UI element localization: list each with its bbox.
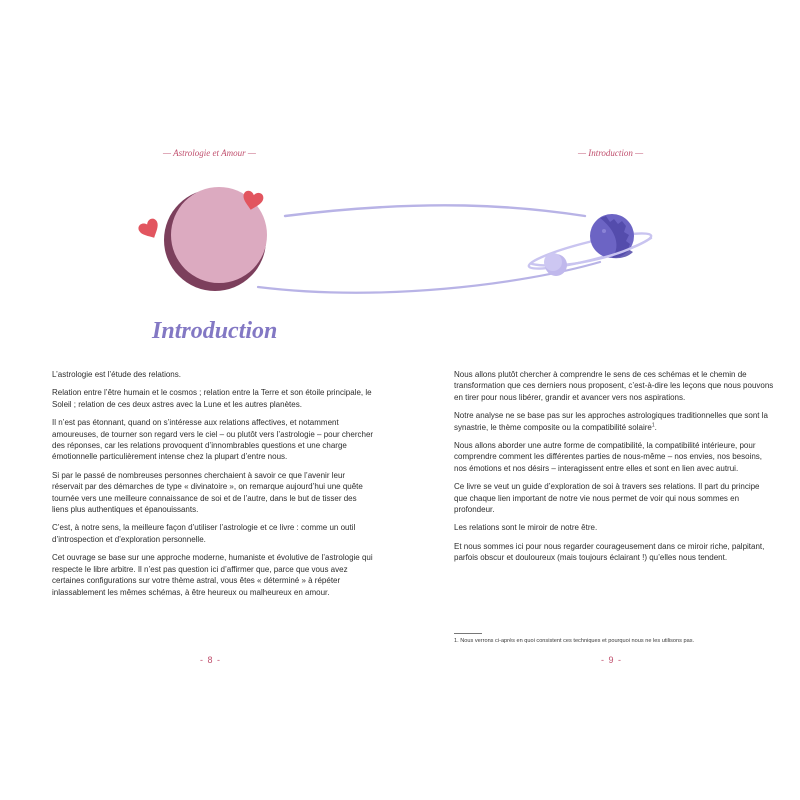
paragraph: Cet ouvrage se base sur une approche moderne, humaniste et évolutive de l’astrologie qui respecte le libre arbitre. Il n’est pas question ici d’affirmer que, parce que vous avez certaines configurations sur votre thème astral, vous êtes « déterminé » à répéter inlassablement les mêmes schémas, à être heureux ou malheureux en amour.: [52, 553, 373, 597]
running-head-right: — Introduction —: [578, 148, 644, 158]
footnote: 1. Nous verrons ci-après en quoi consistent ces techniques et pourquoi nous ne les utilisons pas.: [454, 638, 695, 644]
paragraph: Il n’est pas étonnant, quand on s’intéresse aux relations affectives, et notamment amoureuses, de tourner son regard vers le ciel – ou plutôt vers l’astrologie – pour chercher des réponses, car les relations provoquent d’innombrables questions et une charge émotionnelle particulièrement intense chez la plupart d’entre nous.: [52, 418, 374, 462]
footnote-divider: [454, 633, 482, 634]
paragraph: Relation entre l’être humain et le cosmos ; relation entre la Terre et son étoile principale, le Soleil ; relation de ces deux astres avec la Lune et les autres planètes.: [52, 388, 372, 409]
footnote-reference[interactable]: 1: [651, 421, 655, 428]
paragraph: C’est, à notre sens, la meilleure façon d’utiliser l’astrologie et ce livre : comme un outil d’introspection et d’exploration personnelle.: [52, 523, 356, 544]
paragraph: Si par le passé de nombreuses personnes cherchaient à savoir ce que l’avenir leur réservait par des démarches de type « divinatoire », on remarque aujourd’hui une quête tournée vers une meilleure connaissance de soi et de l’autre, dans le but de tisser des liens plus authentiques et épanouissants.: [52, 470, 363, 515]
orbit-arc-icon: [285, 205, 585, 216]
chapter-title: Introduction: [152, 318, 278, 344]
paragraph: L’astrologie est l’étude des relations.: [52, 370, 181, 379]
left-page-text: [52, 369, 374, 605]
page-number-left: - 8 -: [200, 655, 222, 665]
paragraph: Nous allons aborder une autre forme de compatibilité, la compatibilité intérieure, pour comprendre comment les différentes parties de nous-même – nos envies, nos besoins, nos émotions et nos désirs – interagissent entre elles et sont en lien avec autrui.: [454, 441, 763, 473]
paragraph-text: Notre analyse ne se base pas sur les approches astrologiques traditionnelles que sont la synastrie, le thème composite ou la compatibilité solaire: [454, 411, 768, 432]
running-head-left: — Astrologie et Amour —: [163, 148, 256, 158]
paragraph: Ce livre se veut un guide d’exploration de soi à travers ses relations. Il part du principe que chaque lien important de notre vie nous permet de voir qui nous sommes en profondeur.: [454, 482, 760, 515]
paragraph: Nous allons plutôt chercher à comprendre le sens de ces schémas et le chemin de transformation que ces derniers nous proposent, c’est-à-dire les leçons que nous pouvons en tirer pour nous libérer, grandir et avancer vers nos aspirations.: [454, 370, 774, 402]
paragraph: Et nous sommes ici pour nous regarder courageusement dans ce miroir riche, palpitant, parfois obscur et douloureux (mais toujours éclairant !) qu’elles nous tendent.: [454, 541, 765, 563]
paragraph: [454, 410, 774, 433]
moon-icon: [544, 253, 567, 276]
blue-planet-icon: [590, 214, 634, 258]
paragraph: Les relations sont le miroir de notre être.: [454, 523, 598, 533]
right-page-text: [454, 369, 774, 571]
page-number-right: - 9 -: [601, 655, 623, 665]
heart-icon: [137, 217, 163, 242]
paragraph-end: .: [654, 422, 657, 432]
